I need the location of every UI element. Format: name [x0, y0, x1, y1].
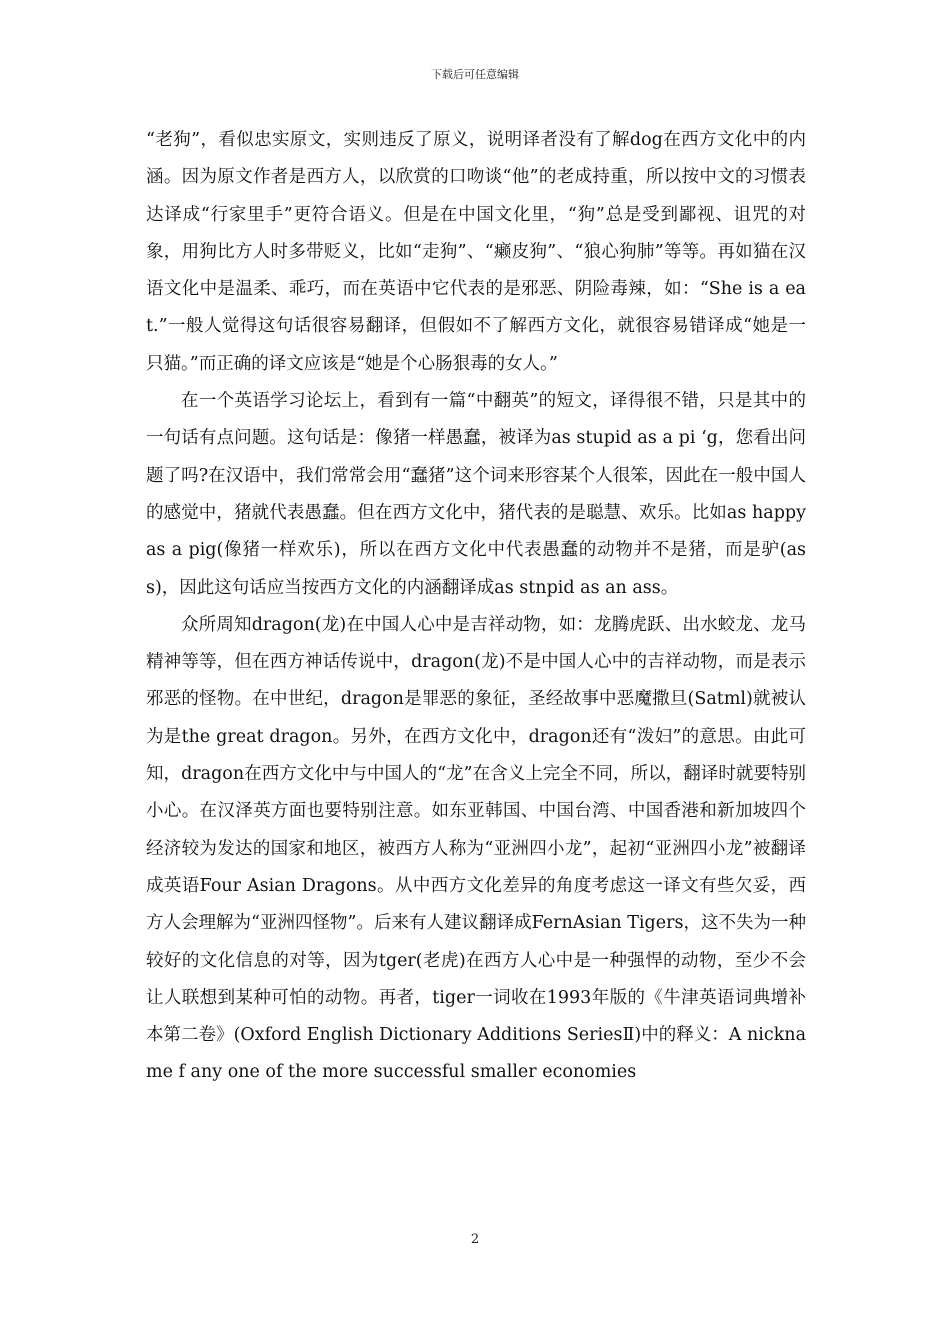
paragraph-dragon: 众所周知dragon(龙)在中国人心中是吉祥动物，如：龙腾虎跃、出水蛟龙、龙马精神等等，但在西方神话传说中，dragon(龙)不是中国人心中的吉祥动物，而是表示邪恶的怪物。在中世纪，dragon是罪恶的象征，圣经故事中恶魔撒旦(Satml)就被认为是the great dragon。另外，在西方文化中，dragon还有“泼妇”的意思。由此可知，dragon在西方文化中与中国人的“龙”在含义上完全不同，所以，翻译时就要特别小心。在汉泽英方面也要特别注意。如东亚韩国、中国台湾、中国香港和新加坡四个经济较为发达的国家和地区，被西方人称为“亚洲四小龙”，起初“亚洲四小龙”被翻译成英语Four Asian Dragons。从中西方文化差异的角度考虑这一译文有些欠妥，西方人会理解为“亚洲四怪物”。后来有人建议翻译成FernAsian Tigers，这不失为一种较好的文化信息的对等，因为tger(老虎)在西方人心中是一种强悍的动物，至少不会让人联想到某种可怕的动物。再者，tiger一词收在1993年版的《牛津英语词典增补本第二卷》(Oxford English Dictionary Additions SeriesⅡ)中的释义：A nickname f any one of the more successful smaller economies: [146, 614, 806, 1083]
paragraph-pig: 在一个英语学习论坛上，看到有一篇“中翻英”的短文，译得很不错，只是其中的一句话有点问题。这句话是：像猪一样愚蠢，被译为as stupid as a pi ‘g，您看出问题了吗?在汉语中，我们常常会用“蠢猪”这个词来形容某个人很笨，因此在一般中国人的感觉中，猪就代表愚蠢。但在西方文化中，猪代表的是聪慧、欢乐。比如as happy as a pig(像猪一样欢乐)，所以在西方文化中代表愚蠢的动物并不是猪，而是驴(ass)，因此这句话应当按西方文化的内涵翻译成as stnpid as an ass。: [146, 391, 806, 598]
paragraph-dog-cat: “老狗”，看似忠实原文，实则违反了原义，说明译者没有了解dog在西方文化中的内涵。因为原文作者是西方人，以欣赏的口吻谈“他”的老成持重，所以按中文的习惯表达译成“行家里手”更符合语义。但是在中国文化里，“狗”总是受到鄙视、诅咒的对象，用狗比方人时多带贬义，比如“走狗”、“癞皮狗”、“狼心狗肺”等等。再如猫在汉语文化中是温柔、乖巧，而在英语中它代表的是邪恶、阴险毒辣，如：“She is a eat.”一般人觉得这句话很容易翻译，但假如不了解西方文化，就很容易错译成“她是一只猫。”而正确的译文应该是“她是个心肠狠毒的女人。”: [146, 130, 806, 374]
document-body: [146, 122, 806, 1092]
page-number: 2: [470, 1232, 480, 1247]
page-header: 下载后可任意编辑: [431, 68, 519, 81]
